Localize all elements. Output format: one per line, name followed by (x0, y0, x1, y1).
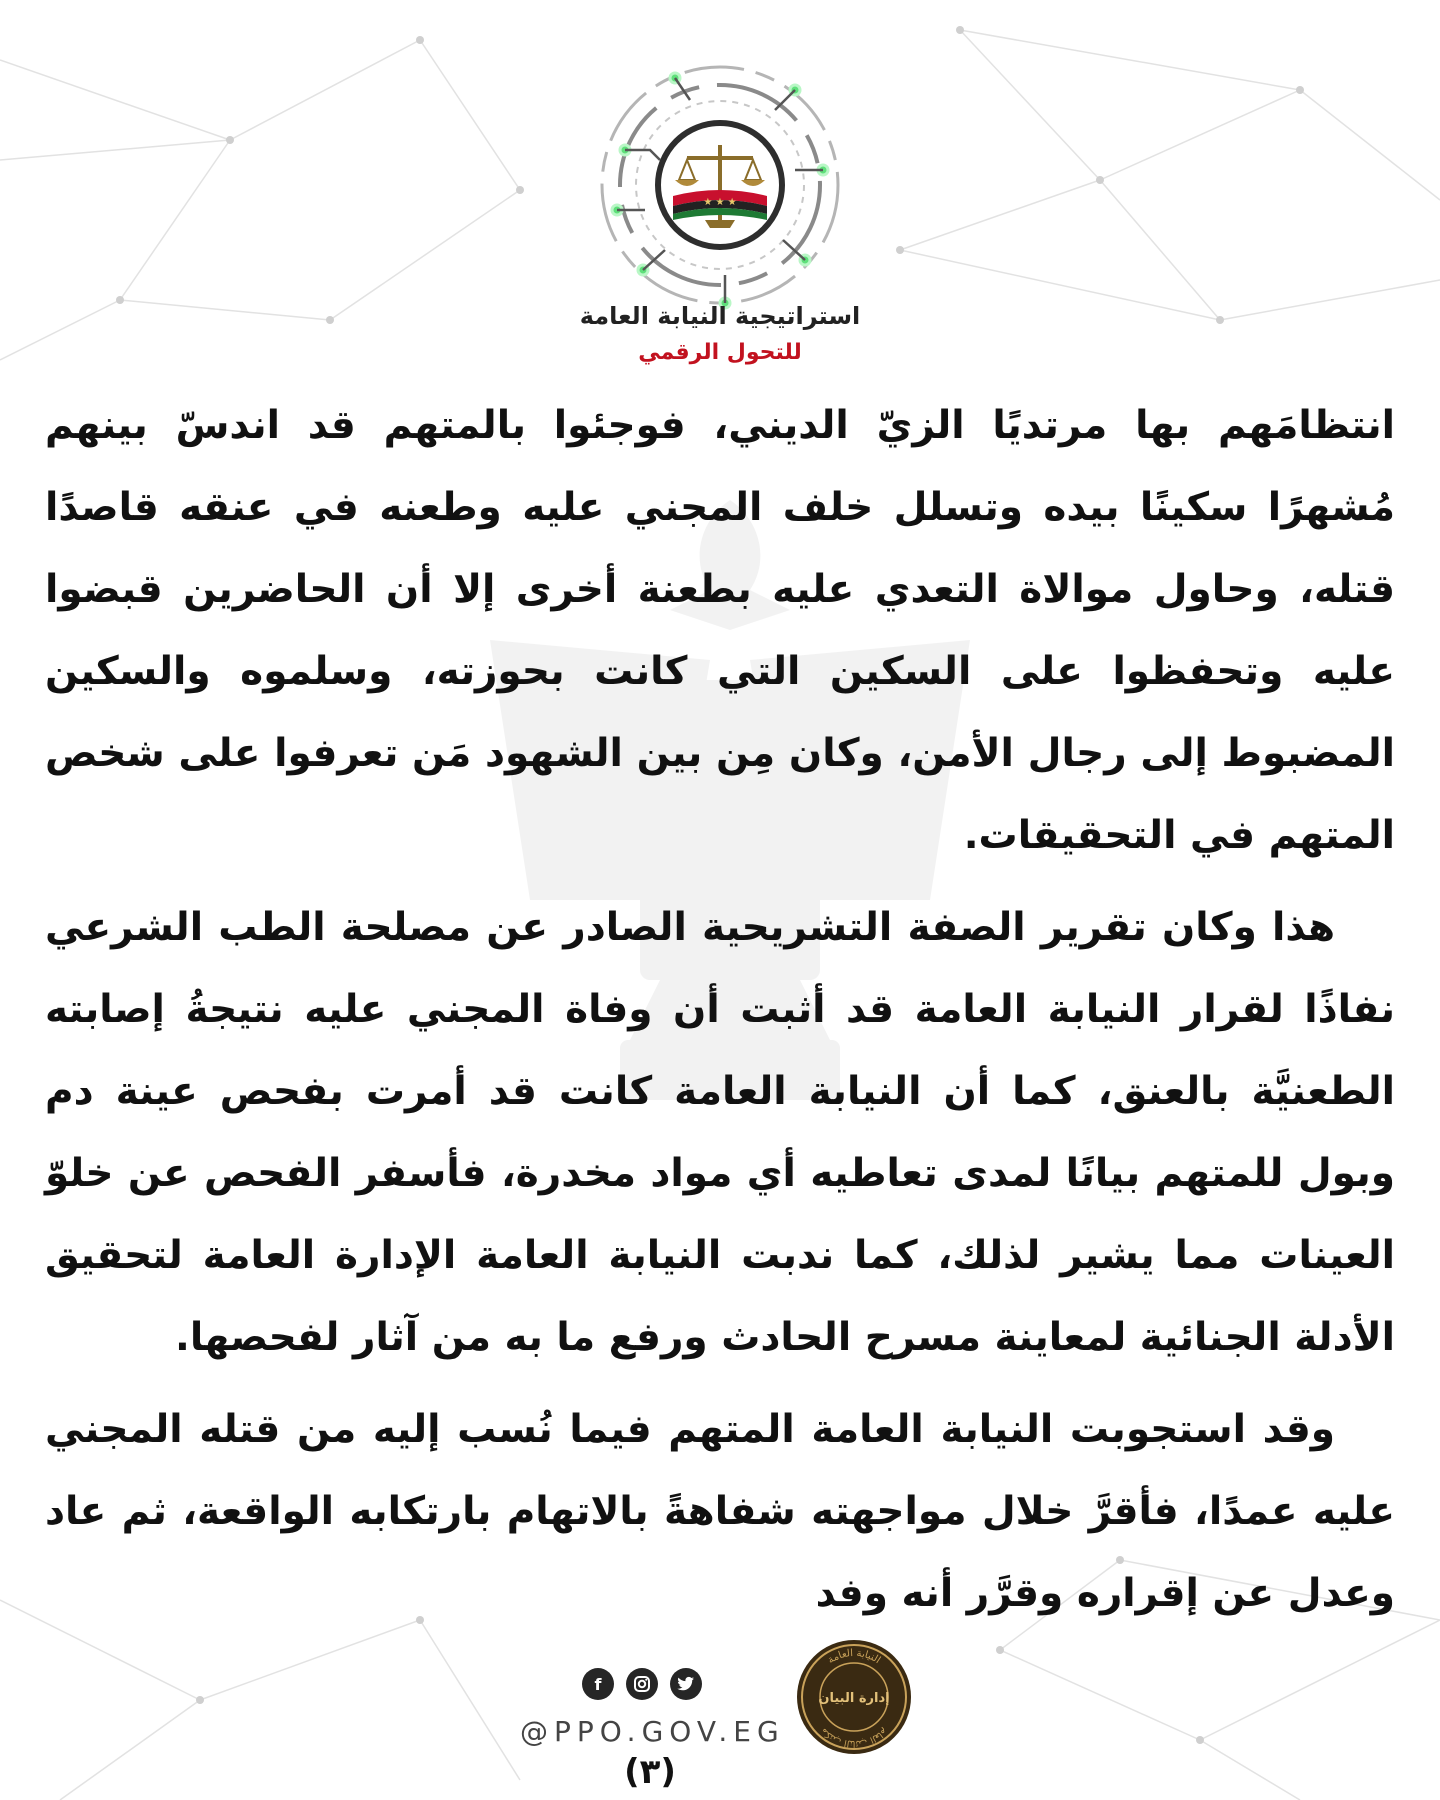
media-office-seal (795, 1638, 913, 1756)
seal-top-text: النيابة العامة (825, 1648, 883, 1667)
article-body (45, 385, 1395, 1645)
seal-center-text: إدارة البيان (818, 1691, 890, 1706)
paragraph-2: هذا وكان تقرير الصفة التشريحية الصادر عن مصلحة الطب الشرعي نفاذًا لقرار النيابة العامة قد أثبت أن وفاة المجني عليه نتيجةُ إصابته الطعنيَّة بالعنق، كما أن النيابة العامة كانت قد أمرت بفحص عينة دم وبول للمتهم بيانًا لمدى تعاطيه أي مواد مخدرة، فأسفر الفحص عن خلوّ العينات مما يشير لذلك، كما ندبت النيابة العامة الإدارة العامة لتحقيق الأدلة الجنائية لمعاينة مسرح الحادث ورفع ما به من آثار لفحصها. (45, 905, 1395, 1360)
digital-transformation-logo (595, 60, 845, 310)
twitter-icon[interactable] (670, 1668, 702, 1700)
header (0, 40, 1440, 380)
header-title: استراتيجية النيابة العامة (579, 302, 861, 330)
page-number: (٣) (624, 1752, 676, 1792)
svg-text:★ ★ ★: ★ ★ ★ (703, 197, 737, 208)
seal-bottom-text: مكتب النائب العام (819, 1725, 889, 1748)
paragraph-3: وقد استجوبت النيابة العامة المتهم فيما نُسب إليه من قتله المجني عليه عمدًا، فأقرَّ خلال مواجهته شفاهةً بالاتهام بارتكابه الواقعة، ثم عاد وعدل عن إقراره وقرَّر أنه وفد (45, 1407, 1395, 1616)
instagram-icon[interactable] (626, 1668, 658, 1700)
paragraph-1: انتظامَهم بها مرتديًا الزيّ الديني، فوجئوا بالمتهم قد اندسّ بينهم مُشهرًا سكينًا بيده وتسلل خلف المجني عليه وطعنه في عنقه قاصدًا قتله، وحاول موالاة التعدي عليه بطعنة أخرى إلا أن الحاضرين قبضوا عليه وتحفظوا على السكين التي كانت بحوزته، وسلموه والسكين المضبوط إلى رجال الأمن، وكان مِن بين الشهود مَن تعرفوا على شخص المتهم في التحقيقات. (45, 403, 1395, 858)
header-subtitle: للتحول الرقمي (638, 340, 802, 365)
facebook-icon[interactable]: f (582, 1668, 614, 1700)
social-icons (582, 1668, 712, 1702)
social-handle[interactable]: @PPO.GOV.EG (520, 1715, 785, 1748)
